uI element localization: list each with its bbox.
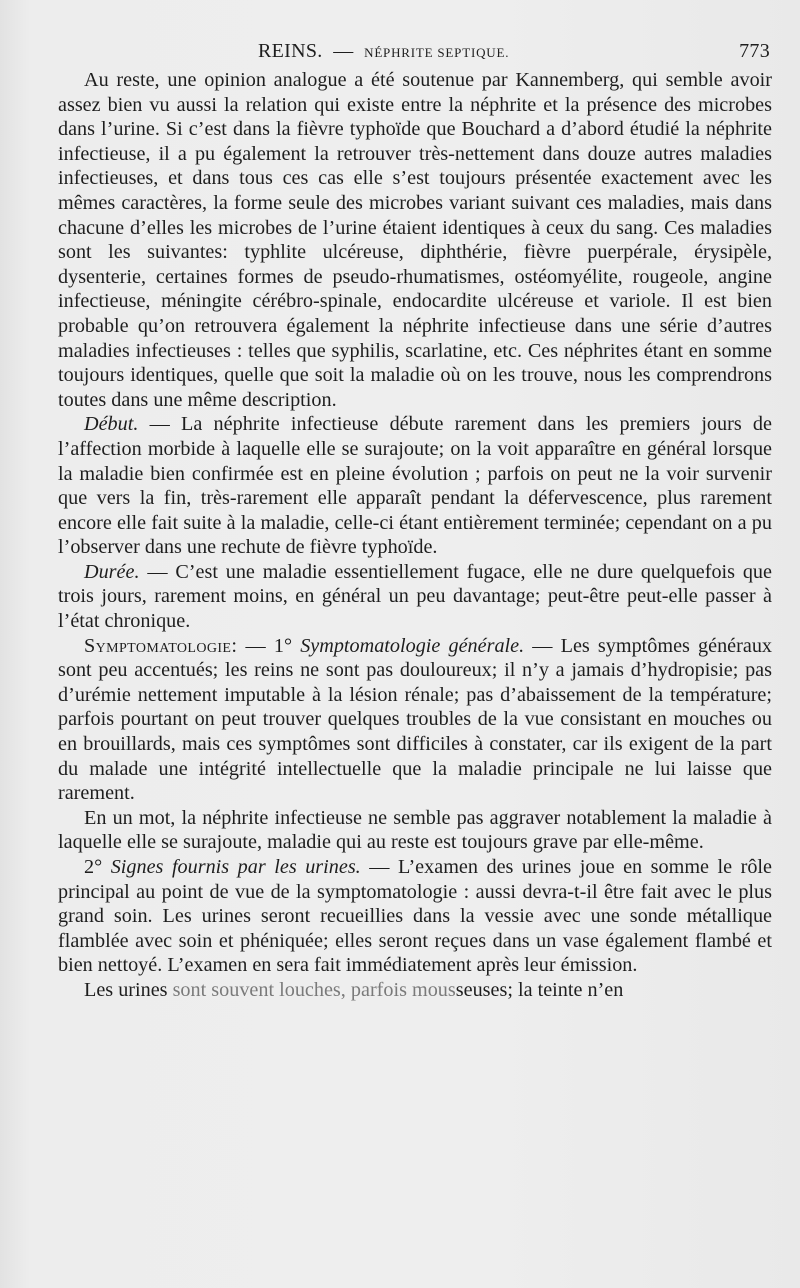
running-title-sub: NÉPHRITE SEPTIQUE.: [364, 45, 510, 60]
section-heading-symptomatologie-generale: Symptomatologie générale.: [300, 634, 525, 657]
section-separator: — 1°: [237, 634, 301, 657]
paragraph-les-urines: [58, 978, 772, 1003]
running-header: [58, 40, 772, 66]
paragraph-signes-urines-text: — L’examen des urines joue en somme le rôle principal au point de vue de la symptomatologie : aussi devra-t-il être fait avec le plus grand soin. Les urines seront recueillies dans la vessie avec une sonde métallique flamblée avec soin et phéniquée; elles seront reçues dans un vase également flambé et bien nettoyé. L’examen en sera fait immédiatement après leur émission.: [58, 856, 772, 977]
paragraph-les-urines-start: Les urines: [84, 978, 173, 1001]
page-number: 773: [739, 40, 770, 62]
section-number: 2°: [84, 856, 111, 878]
paragraph-kannemberg: Au reste, une opinion analogue a été soutenue par Kannemberg, qui semble avoir assez bien vu aussi la relation qui existe entre la néphrite et la présence des microbes dans l’urine. Si c’est dans la fièvre typhoïde que Bouchard a d’abord étudié la néphrite infectieuse, il a pu également la retrouver très-nettement dans douze autres maladies infectieuses, et dans tous ces cas elle s’est toujours présentée exactement avec les mêmes caractères, la forme seule des microbes variant suivant ces maladies, mais dans chacune d’elles les microbes de l’urine étaient identiques à ceux du sang. Ces maladies sont les suivantes: typhlite ulcéreuse, diphthérie, fièvre puerpérale, érysipèle, dysenterie, certaines formes de pseudo-rhumatismes, ostéomyélite, rougeole, angine infectieuse, méningite cérébro-spinale, endocardite ulcéreuse et variole. Il est bien probable qu’on retrouvera également la néphrite infectieuse dans une série d’autres maladies infectieuses : telles que syphilis, scarlatine, etc. Ces néphrites étant en somme toujours identiques, quelle que soit la maladie où on les trouve, nous les comprendrons toutes dans une même description.: [58, 69, 772, 411]
running-title-separator: —: [333, 40, 354, 62]
paragraph-debut-text: — La néphrite infectieuse débute rarement dans les premiers jours de l’affection morbide à laquelle elle se surajoute; on la voit apparaître en général lorsque la maladie bien confirmée est en pleine évolution ; parfois on peut ne la voir survenir que vers la fin, très-rarement elle apparaît pendant la défervescence, plus rarement encore elle fait suite à la maladie, celle-ci étant entièrement terminée; cependant on a pu l’observer dans une rechute de fièvre typhoïde.: [58, 413, 772, 559]
paragraph-duree-text: — C’est une maladie essentiellement fugace, elle ne dure quelquefois que trois jours, rarement moins, en général un peu davantage; peut-être peut-elle passer à l’état chronique.: [58, 560, 772, 633]
running-title-main: REINS.: [258, 40, 323, 62]
section-heading-duree: Durée.: [84, 560, 140, 583]
paragraph-signes-urines: [58, 855, 772, 978]
paragraph-symptomatologie-text: — Les symptômes généraux sont peu accentués; les reins ne sont pas douloureux; il n’y a jamais d’hydropisie; pas d’urémie nettement imputable à la lésion rénale; pas d’abaissement de la température; parfois pourtant on peut trouver quelques troubles de la vue consistant en mouches ou en brouillards, mais ces symptômes sont difficiles à constater, car ils exigent de la part du malade une intégrité intellectuelle que la maladie principale ne lui laisse que rarement.: [58, 634, 773, 805]
section-heading-debut: Début.: [84, 413, 139, 436]
paragraph-en-un-mot: En un mot, la néphrite infectieuse ne semble pas aggraver notablement la maladie à laquelle elle se surajoute, maladie qui au reste est toujours grave par elle-même.: [58, 806, 772, 854]
section-label-symptomatologie: Symptomatologie:: [84, 634, 238, 657]
page-body: [58, 68, 772, 1003]
paragraph-duree: [58, 560, 772, 634]
running-title: [258, 40, 509, 63]
faded-text: sont souvent louches, parfois mous: [172, 978, 456, 1001]
paragraph-debut: [58, 412, 772, 560]
section-heading-signes-urines: Signes fournis par les urines.: [110, 856, 361, 878]
paragraph-symptomatologie: [58, 634, 772, 806]
paragraph-les-urines-end: seuses; la teinte n’en: [455, 978, 624, 1001]
